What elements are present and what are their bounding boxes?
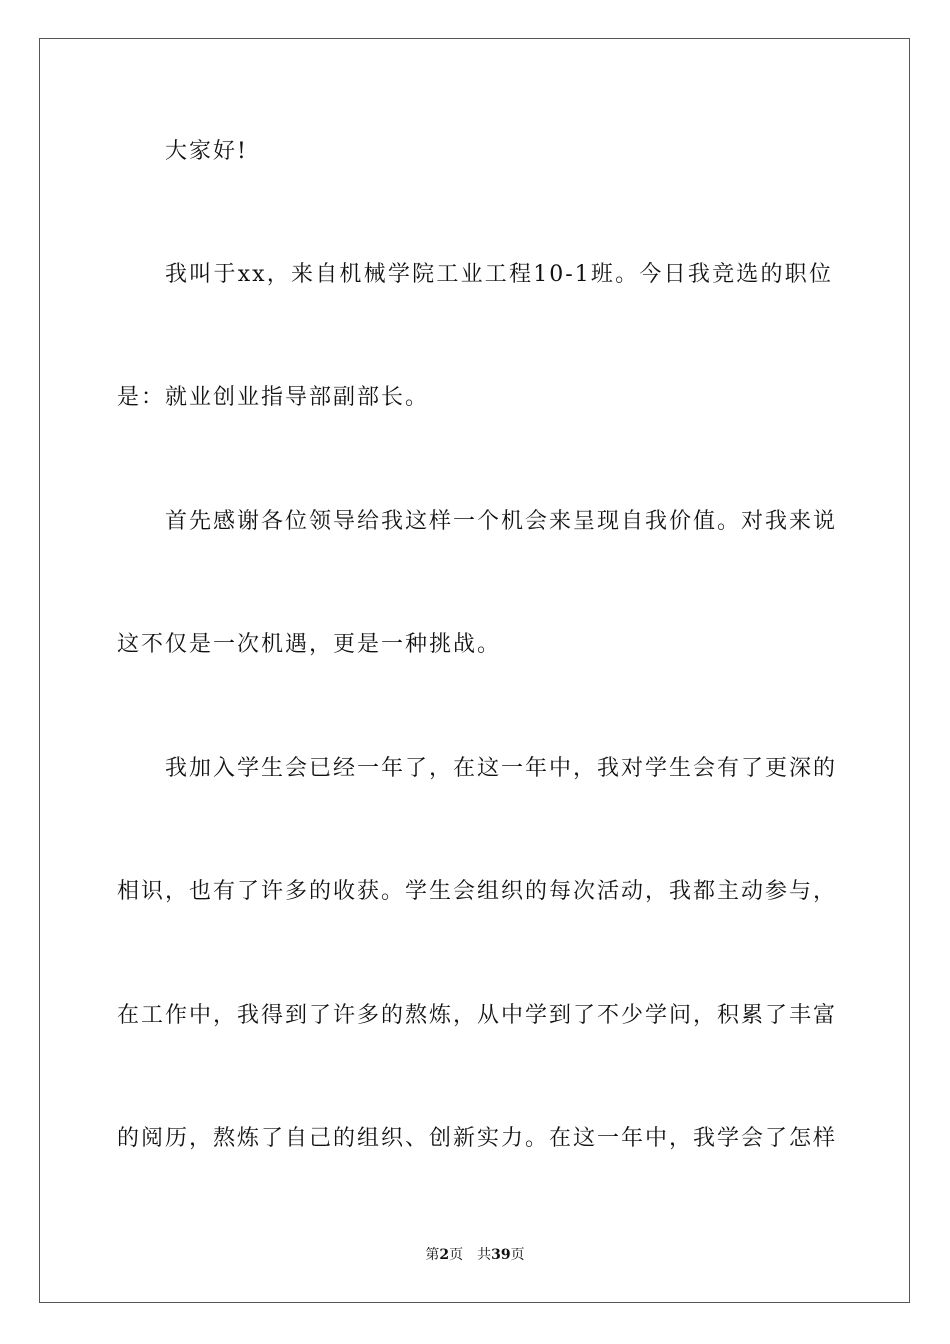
page-prefix: 第 bbox=[425, 1247, 440, 1263]
paragraph-line: 的阅历，熬炼了自己的组织、创新实力。在这一年中，我学会了怎样 bbox=[117, 1126, 838, 1151]
paragraph-line: 是：就业创业指导部副部长。 bbox=[117, 385, 430, 410]
paragraph-line: 相识，也有了许多的收获。学生会组织的每次活动，我都主动参与， bbox=[117, 879, 838, 904]
page-border bbox=[39, 38, 910, 1303]
total-suffix: 页 bbox=[510, 1247, 525, 1263]
paragraph-line: 这不仅是一次机遇，更是一种挑战。 bbox=[117, 632, 502, 657]
paragraph-line: 我加入学生会已经一年了，在这一年中，我对学生会有了更深的 bbox=[165, 756, 838, 781]
total-prefix: 共 bbox=[477, 1247, 492, 1263]
page-footer bbox=[0, 1246, 950, 1264]
page-total: 39 bbox=[491, 1247, 511, 1263]
paragraph-line: 我叫于xx，来自机械学院工业工程10-1班。今日我竞选的职位 bbox=[165, 262, 833, 287]
paragraph-line: 在工作中，我得到了许多的熬炼，从中学到了不少学问，积累了丰富 bbox=[117, 1003, 838, 1028]
page-current: 2 bbox=[439, 1247, 450, 1263]
greeting-line: 大家好! bbox=[165, 139, 248, 164]
page-suffix: 页 bbox=[449, 1247, 464, 1263]
paragraph-line: 首先感谢各位领导给我这样一个机会来呈现自我价值。对我来说 bbox=[165, 509, 838, 534]
